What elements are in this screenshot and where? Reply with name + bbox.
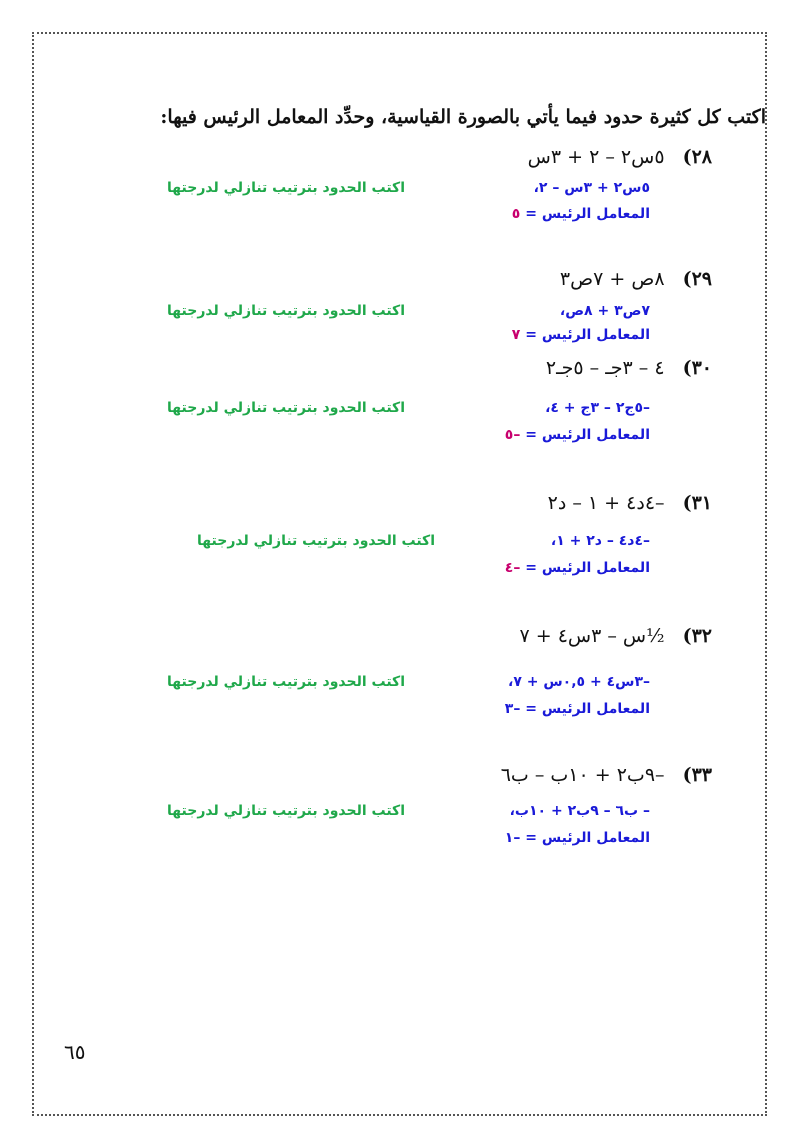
lc-value: –٣ (504, 701, 521, 717)
problem-expression: ½س – ٣س٤ + ٧ (519, 625, 665, 647)
leading-coefficient-29 (512, 327, 650, 343)
lc-label: المعامل الرئيس = (525, 701, 650, 717)
lc-value: ٧ (511, 327, 521, 343)
note-29: اكتب الحدود بترتيب تنازلي لدرجتها (167, 303, 405, 319)
lc-value: –٥ (504, 427, 521, 443)
standard-form-28: ٥س٢ + ٣س – ٢، (533, 180, 650, 196)
note-28: اكتب الحدود بترتيب تنازلي لدرجتها (167, 180, 405, 196)
problem-expression: ٨ص + ٧ص٣ (559, 268, 665, 290)
lc-label: المعامل الرئيس = (525, 206, 650, 222)
problem-expression: –٤د٤ + ١ – د٢ (547, 492, 665, 514)
lc-value: –١ (504, 830, 521, 846)
problem-number: ٣١) (682, 492, 712, 514)
lc-label: المعامل الرئيس = (525, 327, 650, 343)
leading-coefficient-30 (505, 427, 650, 443)
problem-number: ٢٩) (682, 268, 712, 290)
note-30: اكتب الحدود بترتيب تنازلي لدرجتها (167, 400, 405, 416)
standard-form-33: – ب٦ – ٩ب٢ + ١٠ب، (509, 803, 650, 819)
problem-31 (548, 492, 712, 514)
problem-33 (501, 764, 712, 786)
lc-label: المعامل الرئيس = (525, 560, 650, 576)
problem-number: ٣٠) (682, 357, 712, 379)
standard-form-32: –٣س٤ + ٠,٥س + ٧، (508, 674, 650, 690)
problem-expression: –٩ب٢ + ١٠ب – ب٦ (500, 764, 665, 786)
problem-number: ٣٣) (682, 764, 712, 786)
instruction-heading: اكتب كل كثيرة حدود فيما يأتي بالصورة القياسية، وحدِّد المعامل الرئيس فيها: (160, 106, 766, 128)
standard-form-30: –٥ج٢ – ٣ج + ٤، (545, 400, 650, 416)
problem-expression: ٥س٢ – ٢ + ٣س (527, 146, 665, 168)
problem-28 (528, 146, 712, 168)
problem-32 (519, 625, 712, 647)
problem-number: ٣٢) (682, 625, 712, 647)
lc-label: المعامل الرئيس = (525, 427, 650, 443)
problem-expression: ٤ – ٣جـ – ٥جـ٢ (545, 357, 665, 379)
standard-form-29: ٧ص٣ + ٨ص، (559, 303, 650, 319)
lc-value: –٤ (504, 560, 521, 576)
problem-number: ٢٨) (682, 146, 712, 168)
standard-form-31: –٤د٤ – د٢ + ١، (550, 533, 650, 549)
leading-coefficient-33 (505, 830, 650, 846)
note-31: اكتب الحدود بترتيب تنازلي لدرجتها (197, 533, 435, 549)
problem-29 (560, 268, 712, 290)
problem-30 (546, 357, 712, 379)
lc-value: ٥ (511, 206, 521, 222)
lc-label: المعامل الرئيس = (525, 830, 650, 846)
note-32: اكتب الحدود بترتيب تنازلي لدرجتها (167, 674, 405, 690)
note-33: اكتب الحدود بترتيب تنازلي لدرجتها (167, 803, 405, 819)
leading-coefficient-32 (505, 701, 650, 717)
page-number: ٦٥ (64, 1040, 86, 1064)
leading-coefficient-28 (512, 206, 650, 222)
leading-coefficient-31 (505, 560, 650, 576)
